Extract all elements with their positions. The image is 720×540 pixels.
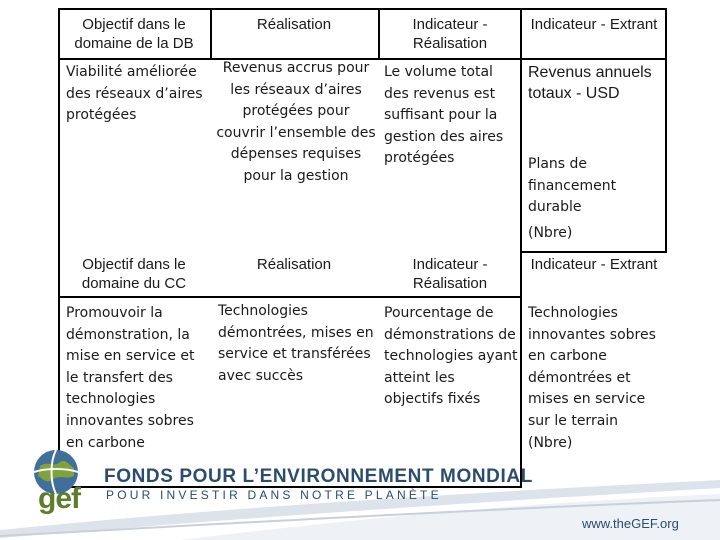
table-border-right: [665, 8, 667, 252]
footer-website-link[interactable]: www.theGEF.org: [582, 516, 679, 531]
row1-output-revenue: Revenus annuels totaux - USD: [528, 64, 652, 102]
table-divider-col1: [210, 8, 212, 58]
row2-indicator-realisation: Pourcentage de démonstrations de technologies ayant atteint les objectifs fixés: [384, 305, 518, 408]
header-indicator-realisation: Indicateur - Réalisation: [412, 16, 488, 52]
footer-subtitle: POUR INVESTIR DANS NOTRE PLANÈTE: [106, 488, 442, 502]
table-border-left: [58, 8, 60, 487]
table-divider-col2: [378, 8, 380, 58]
header-indicator-output: Indicateur - Extrant: [530, 16, 658, 33]
row1-objective: Viabilité améliorée des réseaux d’aires protégées: [66, 64, 203, 124]
header-objective-db: Objectif dans le domaine de la DB: [74, 16, 194, 52]
table-border-top: [58, 8, 667, 10]
footer-title: FONDS POUR L’ENVIRONNEMENT MONDIAL: [104, 466, 533, 487]
header-realisation: Réalisation: [256, 16, 332, 33]
table-divider-col3: [520, 8, 522, 487]
header2-indicator-output: Indicateur - Extrant: [530, 256, 658, 273]
table-section-divider: [520, 251, 667, 253]
row1-indicator-realisation: Le volume total des revenus est suffisant pour la gestion des aires protégées: [384, 64, 504, 167]
header2-indicator-realisation: Indicateur - Réalisation: [412, 256, 488, 292]
row2-realisation: Technologies démontrées, mises en service et transférées avec succès: [218, 303, 374, 384]
table-header2-bottom: [58, 296, 522, 298]
row1-output-unit: (Nbre): [528, 225, 573, 241]
row1-output-plans: Plans de financement durable: [528, 156, 617, 216]
row2-indicator-output: Technologies innovantes sobres en carbone démontrées et mises en service sur le terrain (Nbre): [528, 305, 656, 451]
gef-logo-wordmark: gef: [38, 482, 80, 515]
row2-objective: Promouvoir la démonstration, la mise en service et le transfert des technologies innovantes sobres en carbone: [66, 305, 195, 451]
row1-realisation: Revenus accrus pour les réseaux d’aires protégées pour couvrir l’ensemble des dépenses requises pour la gestion: [216, 60, 376, 184]
header-objective-cc: Objectif dans le domaine du CC: [81, 256, 187, 292]
header2-realisation: Réalisation: [256, 256, 332, 273]
